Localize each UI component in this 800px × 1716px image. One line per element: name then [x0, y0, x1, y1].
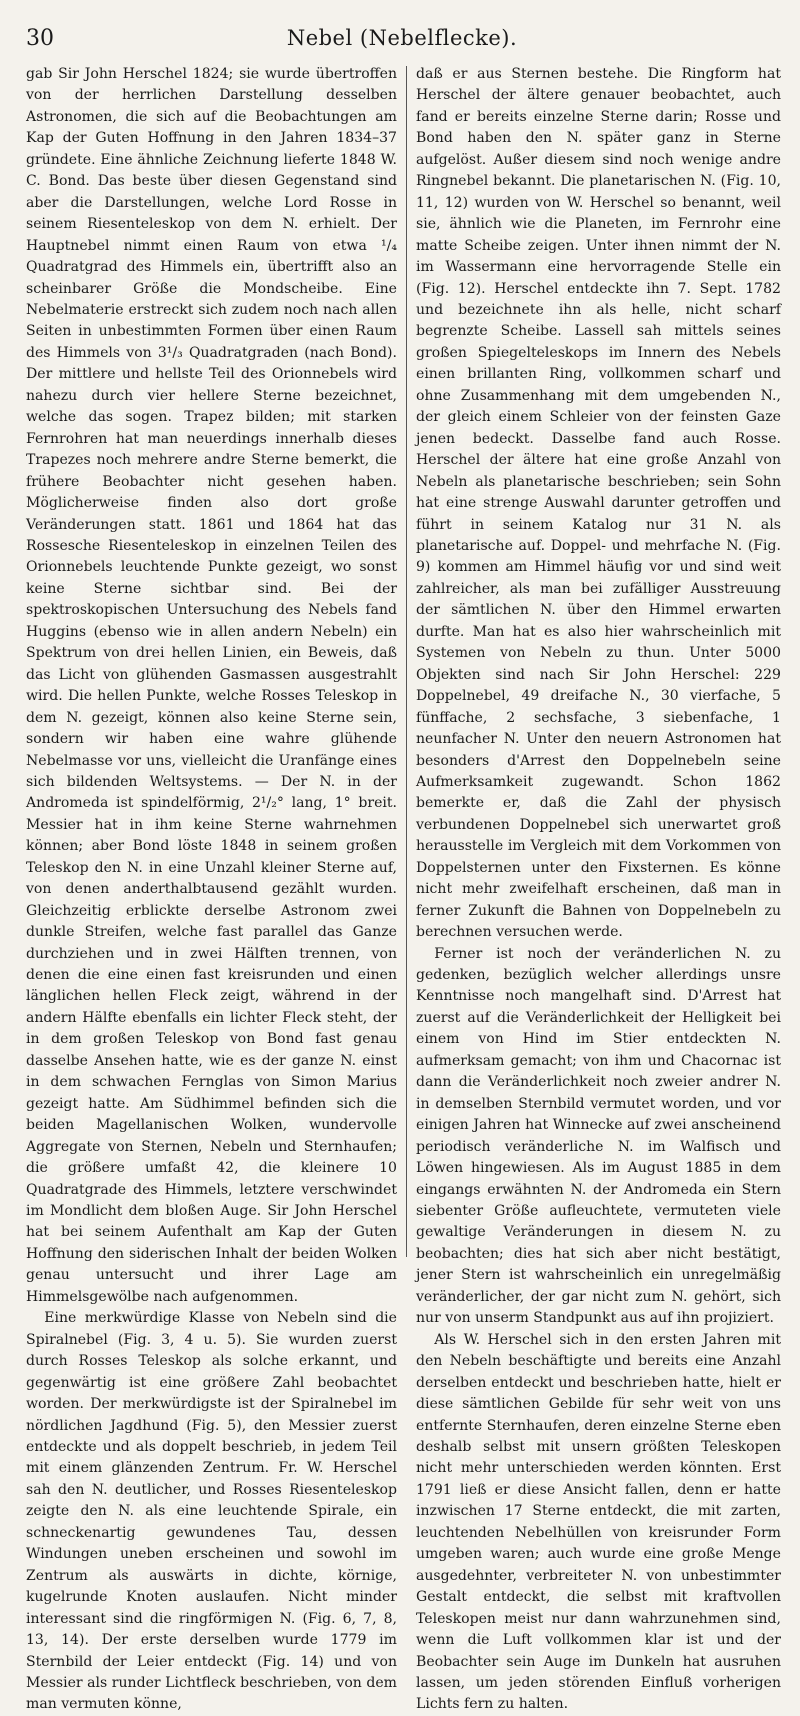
page-number: 30 [26, 26, 54, 51]
right-column [416, 64, 781, 1713]
page-header [26, 26, 778, 56]
left-column [26, 64, 397, 1713]
paragraph: daß er aus Sternen bestehe. Die Ringform hat Herschel der ältere genauer beobachtet, auch fand er bereits einzelne Sterne darin; Rosse und Bond haben den N. später ganz in Sterne aufgelöst. Außer diesem sind noch wenige andre Ringnebel bekannt. Die planetarischen N. (Fig. 10, 11, 12) wurden von W. Herschel so benannt, weil sie, ähnlich wie die Planeten, im Fernrohr eine matte Scheibe zeigen. Unter ihnen nimmt der N. im Wassermann eine hervorragende Stelle ein (Fig. 12). Herschel entdeckte ihn 7. Sept. 1782 und bezeichnete ihn als helle, nicht scharf begrenzte Scheibe. Lassell sah mittels seines großen Spiegelteleskops im Innern des Nebels einen brillanten Ring, vollkommen scharf und ohne Zusammenhang mit dem umgebenden N., der gleich einem Schleier von der feinsten Gaze jenen bedeckt. Dasselbe fand auch Rosse. Herschel der ältere hat eine große Anzahl von Nebeln als planetarische beschrieben; sein Sohn hat eine strenge Auswahl darunter getroffen und führt in seinem Katalog nur 31 N. als planetarische auf. Doppel- und mehrfache N. (Fig. 9) kommen am Himmel häufig vor und sind weit zahlreicher, als man bei zufälliger Ausstreuung der sämtlichen N. über den Himmel erwarten durfte. Man hat es also hier wahrscheinlich mit Systemen von Nebeln zu thun. Unter 5000 Objekten sind nach Sir John Herschel: 229 Doppelnebel, 49 dreifache N., 30 vierfache, 5 fünffache, 2 sechsfache, 3 siebenfache, 1 neunfacher N. Unter den neuern Astronomen hat besonders d'Arrest den Doppelnebeln seine Aufmerksamkeit zugewandt. Schon 1862 bemerkte er, daß die Zahl der physisch verbundenen Doppelnebel sich unerwartet groß herausstelle im Vergleich mit dem Vorkommen von Doppelsternen unter den Fixsternen. Es könne nicht mehr zweifelhaft erscheinen, daß man in ferner Zukunft die Bahnen von Doppelnebeln zu berechnen versuchen werde. [416, 66, 781, 941]
paragraph: Ferner ist noch der veränderlichen N. zu gedenken, bezüglich welcher allerdings unsre Kenntnisse noch mangelhaft sind. D'Arrest hat zuerst auf die Veränderlichkeit der Helligkeit bei einem von Hind im Stier entdeckten N. aufmerksam gemacht; von ihm und Chacornac ist dann die Veränderlichkeit noch zweier andrer N. in demselben Sternbild vermutet worden, und vor einigen Jahren hat Winnecke auf zwei anscheinend periodisch veränderliche N. im Walfisch und Löwen hingewiesen. Als im August 1885 in dem eingangs erwähnten N. der Andromeda ein Stern siebenter Größe aufleuchtete, vermuteten viele gewaltige Veränderungen in diesem N. zu beobachten; dies hat sich aber nicht bestätigt, jener Stern ist wahrscheinlich ein unregelmäßig veränderlicher, der gar nicht zum N. gehört, sich nur von unserm Standpunkt aus auf ihn projiziert. [416, 945, 781, 1327]
column-divider [406, 66, 407, 1257]
paragraph: Als W. Herschel sich in den ersten Jahren mit den Nebeln beschäftigte und bereits eine Anzahl derselben entdeckt und beschrieben hatte, hielt er diese sämtlichen Gebilde für sehr weit von uns entfernte Sternhaufen, deren einzelne Sterne eben deshalb selbst mit unsern größten Teleskopen nicht mehr unterschieden werden könnten. Erst 1791 ließ er diese Ansicht fallen, denn er hatte inzwischen 17 Sterne entdeckt, die mit zarten, leuchtenden Nebelhüllen von kreisrunder Form umgeben waren; auch wurde eine große Menge ausgedehnter, verbreiteter N. von unbestimmter Gestalt entdeckt, die selbst mit kraftvollen Teleskopen meist nur dann wahrzunehmen sind, wenn die Luft vollkommen klar ist und der Beobachter sein Auge im Dunkeln hat ausruhen lassen, um jeden störenden Einfluß vorherigen Lichts fern zu halten. [416, 1331, 781, 1713]
paragraph: gab Sir John Herschel 1824; sie wurde übertroffen von der herrlichen Darstellung desselben Astronomen, die sich auf die Beobachtungen am Kap der Guten Hoffnung in den Jahren 1834–37 gründete. Eine ähnliche Zeichnung lieferte 1848 W. C. Bond. Das beste über diesen Gegenstand sind aber die Darstellungen, welche Lord Rosse in seinem Riesenteleskop von dem N. erhielt. Der Hauptnebel nimmt einen Raum von etwa ¹/₄ Quadratgrad des Himmels ein, übertrifft also an scheinbarer Größe die Mondscheibe. Eine Nebelmaterie erstreckt sich zudem noch nach allen Seiten in unbestimmten Formen über einen Raum des Himmels von 3¹/₃ Quadratgraden (nach Bond). Der mittlere und hellste Teil des Orionnebels wird nahezu durch vier hellere Sterne bezeichnet, welche das sogen. Trapez bilden; mit starken Fernrohren hat man neuerdings innerhalb dieses Trapezes noch mehrere andre Sterne bemerkt, die frühere Beobachter nicht gesehen haben. Möglicherweise finden also dort große Veränderungen statt. 1861 und 1864 hat das Rossesche Riesenteleskop in einzelnen Teilen des Orionnebels leuchtende Punkte gezeigt, wo sonst keine Sterne sichtbar sind. Bei der spektroskopischen Untersuchung des Nebels fand Huggins (ebenso wie in allen andern Nebeln) ein Spektrum von drei hellen Linien, ein Beweis, daß das Licht von glühenden Gasmassen ausgestrahlt wird. Die hellen Punkte, welche Rosses Teleskop in dem N. gezeigt, können also keine Sterne sein, sondern wir haben eine wahre glühende Nebelmasse vor uns, vielleicht die Uranfänge eines sich bildenden Weltsystems. — Der N. in der Andromeda ist spindelförmig, 2¹/₂° lang, 1° breit. Messier hat in ihm keine Sterne wahrnehmen können; aber Bond löste 1848 in seinem großen Teleskop den N. in eine Unzahl kleiner Sterne auf, von denen anderthalbtausend gezählt wurden. Gleichzeitig erblickte derselbe Astronom zwei dunkle Streifen, welche fast parallel das Ganze durchziehen und in zwei Hälften trennen, von denen die eine einen fast kreisrunden und einen länglichen hellen Fleck zeigt, während in der andern Hälfte ebenfalls ein lichter Fleck steht, der in dem großen Teleskop von Bond fast genau dasselbe Ansehen hatte, wie es der ganze N. einst in dem schwachen Fernglas von Simon Marius gezeigt hatte. Am Südhimmel befinden sich die beiden Magellanischen Wolken, wundervolle Aggregate von Sternen, Nebeln und Sternhaufen; die größere umfaßt 42, die kleinere 10 Quadratgrade des Himmels, letztere verschwindet im Mondlicht dem bloßen Auge. Sir John Herschel hat bei seinem Aufenthalt am Kap der Guten Hoffnung den siderischen Inhalt der beiden Wolken genau untersucht und ihrer Lage am Himmelsgewölbe nach aufgenommen. [26, 66, 397, 1305]
running-title: Nebel (Nebelflecke). [286, 26, 518, 50]
paragraph: Eine merkwürdige Klasse von Nebeln sind die Spiralnebel (Fig. 3, 4 u. 5). Sie wurden zuerst durch Rosses Teleskop als solche erkannt, und gegenwärtig ist eine größere Zahl beobachtet worden. Der merkwürdigste ist der Spiralnebel im nördlichen Jagdhund (Fig. 5), den Messier zuerst entdeckte und als doppelt beschrieb, in jedem Teil mit einem glänzenden Zentrum. Fr. W. Herschel sah den N. deutlicher, und Rosses Riesenteleskop zeigte den N. als eine leuchtende Spirale, ein schneckenartig gewundenes Tau, dessen Windungen uneben erscheinen und sowohl im Zentrum als auswärts in dichte, körnige, kugelrunde Knoten auslaufen. Nicht minder interessant sind die ringförmigen N. (Fig. 6, 7, 8, 13, 14). Der erste derselben wurde 1779 im Sternbild der Leier entdeckt (Fig. 14) und von Messier als runder Lichtfleck beschrieben, von dem man vermuten könne, [26, 1310, 397, 1713]
